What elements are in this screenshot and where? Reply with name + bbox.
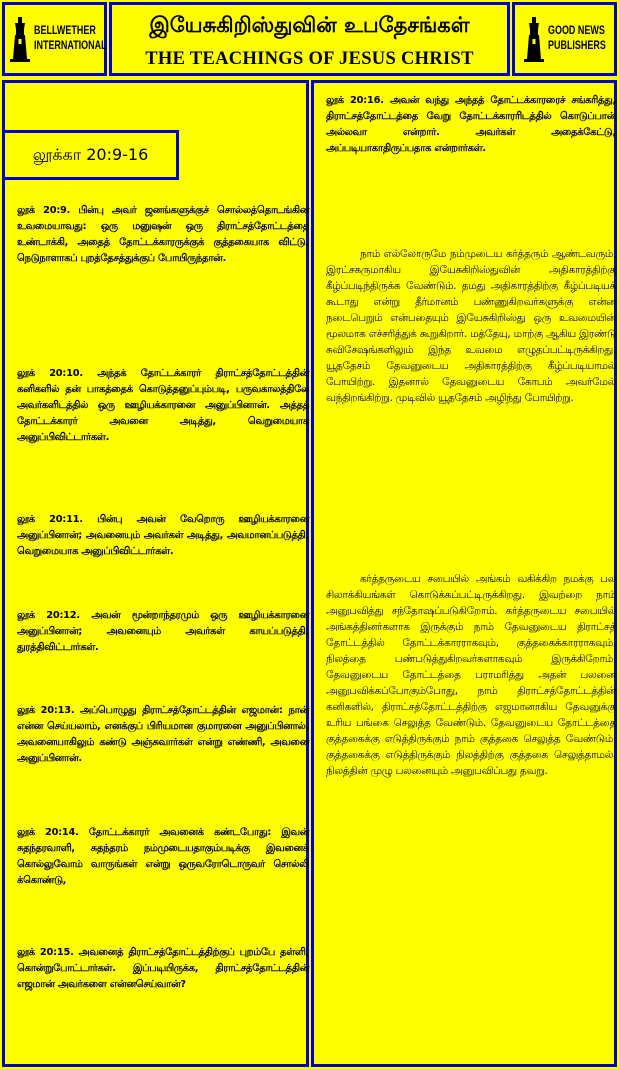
tower-icon <box>523 15 545 63</box>
bellwether-logo-box <box>2 2 107 76</box>
good-news-logo <box>523 15 619 63</box>
verse-20-15: லூக் 20:15. அவனைத் திராட்சத்தோட்டத்திற்குப் புறம்பே தள்ளி, கொன்றுபோட்டார்கள். இப்படியிருக்க, திராட்சத்தோட்டத்தின் எஜமான் அவர்களை என்னசெய்வான்? <box>17 947 309 990</box>
left-column <box>2 80 309 1067</box>
scripture-reference: லூக்கா 20:9-16 <box>32 145 149 164</box>
right-column <box>311 80 617 1067</box>
verse-20-14: லூக் 20:14. தோட்டக்காரர் அவனைக் கண்டபோது: இவன் சுதந்தரவாளி, சுதந்தரம் நம்முடையதாகும்படிக்கு இவனைக் கொல்லுவோம் வாருங்கள் என்று ஒருவரோடொருவர் சொல்லி க்கொண்டு, <box>17 827 309 886</box>
reference-box <box>2 130 179 180</box>
commentary-paragraph-1: நாம் எல்லோருமே நம்முடைய கர்த்தரும் ஆண்டவரும், இரட்சகருமாகிய இயேசுகிறிஸ்துவின் அதிகாரத்திற்கு கீழ்ப்படிந்திருக்க வேண்டும். தமது அதிகாரத்திற்கு கீழ்ப்படியக் கூடாது என்று தீர்மானம் பண்ணுகிறவர்களுக்கு என்ன நடைபெறும் என்பதையும் இயேசுகிறிஸ்து ஒரு உவமையின் மூலமாக எச்சரித்துக் கூறுகிறார். மத்தேயு, மாற்கு ஆகிய இரண்டு சுவிசேஷங்களிலும் இந்த உவமை எழுதப்பட்டிருக்கிறது. யூததேசம் தேவனுடைய அதிகாரத்திற்கு கீழ்ப்படியாமல் போயிற்று. இதனால் தேவனுடைய கோபம் அவர்மேல் வந்திறங்கிற்று. முடிவில் யூததேசம் அழிந்து போயிற்று. <box>326 248 616 404</box>
title-box <box>109 2 510 76</box>
tower-icon <box>9 15 31 63</box>
page-title-english: THE TEACHINGS OF JESUS CHRIST <box>145 49 474 69</box>
commentary-paragraph-2: கர்த்தருடைய சபையில் அங்கம் வகிக்கிற நமக்கு பல சிலாக்கியங்கள் கொடுக்கப்பட்டிருக்கிறது. இவற்றை நாம் அனுபவித்து சந்தோஷப்படுகிறோம். கர்த்தருடைய சபையில் அங்கத்தினர்களாக இருக்கும் நாம் தேவனுடைய திராட்சத் தோட்டத்தில் தோட்டக்காரராகவும், குத்தகைக்காரராகவும், நிலத்தை பண்படுத்துகிறவர்களாகவும் இருக்கிறோம். தேவனுடைய தோட்டத்தை பராமரித்து அதன் பலனை அனுபவிக்கப்போகும்போது, நாம் திராட்சத்தோட்டத்தின் கனிகளில், திராட்சத்தோட்டத்திற்கு எஜமானாகிய தேவனுக்கு உரிய பங்கை செலுத்த வேண்டும். தேவனுடைய தோட்டத்தை குத்தகைக்கு எடுத்திருக்கும் நாம் குத்தகை செலுத்த வேண்டும். குத்தகைக்கு எடுத்திருக்கும் நிலத்திற்கு குத்தகை செலுத்தாமல், நிலத்தின் முழு பலனையும் அனுபவிப்பது தவறு. <box>326 573 616 777</box>
verse-20-9: லூக் 20:9. பின்பு அவர் ஜனங்களுக்குச் சொல்லத்தொடங்கின உவமையாவது: ஒரு மனுஷன் ஒரு திராட்சத்தோட்டத்தை உண்டாக்கி, அதைத் தோட்டக்காரருக்குக் குத்தகையாக விட்டு, நெடுநாளாகப் புறத்தேசத்துக்குப் போயிருந்தான். <box>17 205 309 264</box>
logo-line-1: GOOD NEWS <box>548 25 605 37</box>
page-title-tamil: இயேசுகிறிஸ்துவின் உபதேசங்கள் <box>149 13 470 37</box>
good-news-logo-box <box>512 2 617 76</box>
verse-20-11: லூக் 20:11. பின்பு அவன் வேறொரு ஊழியக்காரனை அனுப்பினான்; அவனையும் அவர்கள் அடித்து, அவமானப்படுத்தி, வெறுமையாக அனுப்பிவிட்டார்கள். <box>17 514 309 557</box>
verse-20-12: லூக் 20:12. அவன் மூன்றாந்தரமும் ஒரு ஊழியக்காரனை அனுப்பினான்; அவனையும் அவர்கள் காயப்படுத்தி, துரத்திவிட்டார்கள். <box>17 610 309 653</box>
logo-line-2: INTERNATIONAL <box>34 40 107 52</box>
verse-20-10: லூக் 20:10. அந்தக் தோட்டக்காரர் திராட்சத்தோட்டத்தின் கனிகளில் தன் பாகத்தைக் கொடுத்தனுப்பும்படி, பருவகாலத்திலே அவர்களிடத்தில் ஒரு ஊழியக்காரனை அனுப்பினான். அத்தத் தோட்டக்காரர் அவனை அடித்து, வெறுமையாக அனுப்பிவிட்டார்கள். <box>17 368 309 443</box>
verse-20-16: லூக் 20:16. அவன் வந்து அந்தத் தோட்டக்காரரைச் சங்கரித்து, திராட்சத்தோட்டத்தை வேறு தோட்டக்காரரிடத்தில் கொடுப்பான் அல்லவா என்றார். அவர்கள் அதைக்கேட்டு, அப்படியாகாதிருப்பதாக என்றார்கள். <box>326 95 616 154</box>
logo-line-1: BELLWETHER <box>34 25 96 37</box>
verse-20-13: லூக் 20:13. அப்பொழுது திராட்சத்தோட்டத்தின் எஜமான்: நான் என்ன செய்யலாம், எனக்குப் பிரியமான குமாரனை அனுப்பினால், அவனையாகிலும் கண்டு அஞ்சுவார்கள் என்று எண்ணி, அவனை அனுப்பினான். <box>17 705 309 764</box>
logo-line-2: PUBLISHERS <box>548 40 606 52</box>
